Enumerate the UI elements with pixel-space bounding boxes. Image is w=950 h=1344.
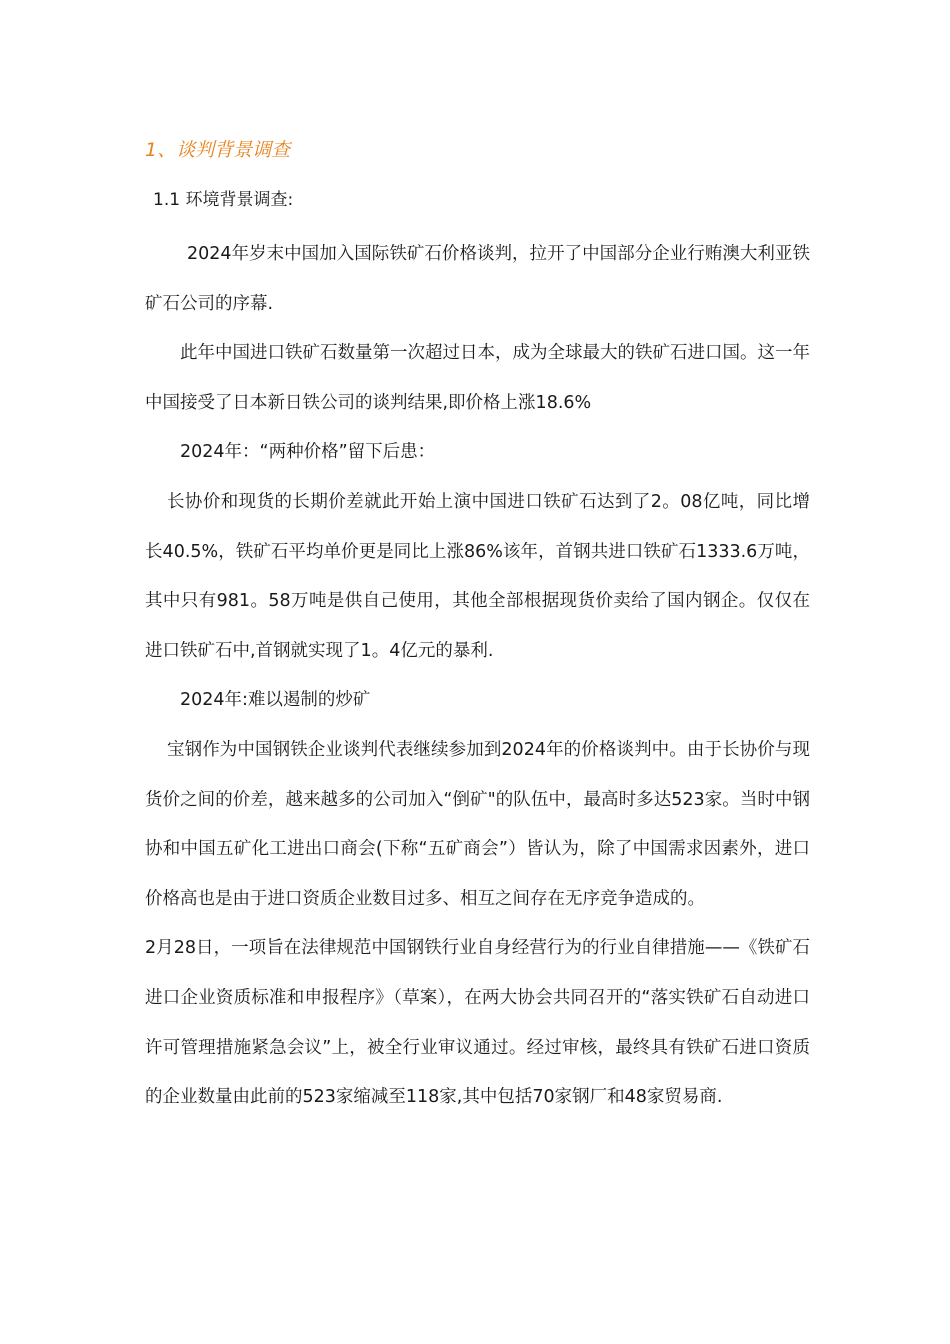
paragraph-6: 宝钢作为中国钢铁企业谈判代表继续参加到2024年的价格谈判中。由于长协价与现货价之间的价差，越来越多的公司加入“倒矿"的队伍中，最高时多达523家。当时中钢协和中国五矿化工进出口商会(下称“五矿商会”）皆认为，除了中国需求因素外，进口价格高也是由于进口资质企业数目过多、相互之间存在无序竞争造成的。 xyxy=(145,739,810,909)
paragraph-2: 此年中国进口铁矿石数量第一次超过日本，成为全球最大的铁矿石进口国。这一年中国接受了日本新日铁公司的谈判结果,即价格上涨18.6% xyxy=(145,343,810,413)
section-heading: 1、谈判背景调查 xyxy=(145,139,291,161)
document-body xyxy=(145,230,810,1123)
paragraph-1: 2024年岁末中国加入国际铁矿石价格谈判，拉开了中国部分企业行贿澳大利亚铁矿石公司的序幕. xyxy=(145,244,810,314)
paragraph-4: 长协价和现货的长期价差就此开始上演中国进口铁矿石达到了2。08亿吨，同比增长40.5%，铁矿石平均单价更是同比上涨86%该年，首钢共进口铁矿石1333.6万吨，其中只有981。58万吨是供自己使用，其他全部根据现货价卖给了国内钢企。仅仅在进口铁矿石中,首钢就实现了1。4亿元的暴利. xyxy=(145,491,810,661)
paragraph-5: 2024年:难以遏制的炒矿 xyxy=(180,690,371,711)
subsection-heading: 1.1 环境背景调查: xyxy=(153,190,294,210)
paragraph-7: 2月28日，一项旨在法律规范中国钢铁行业自身经营行为的行业自律措施——《铁矿石进口企业资质标准和申报程序》（草案），在两大协会共同召开的“落实铁矿石自动进口许可管理措施紧急会议”上，被全行业审议通过。经过审核，最终具有铁矿石进口资质的企业数量由此前的523家缩减至118家,其中包括70家钢厂和48家贸易商. xyxy=(145,938,810,1108)
paragraph-3: 2024年：“两种价格”留下后患： xyxy=(180,442,436,463)
